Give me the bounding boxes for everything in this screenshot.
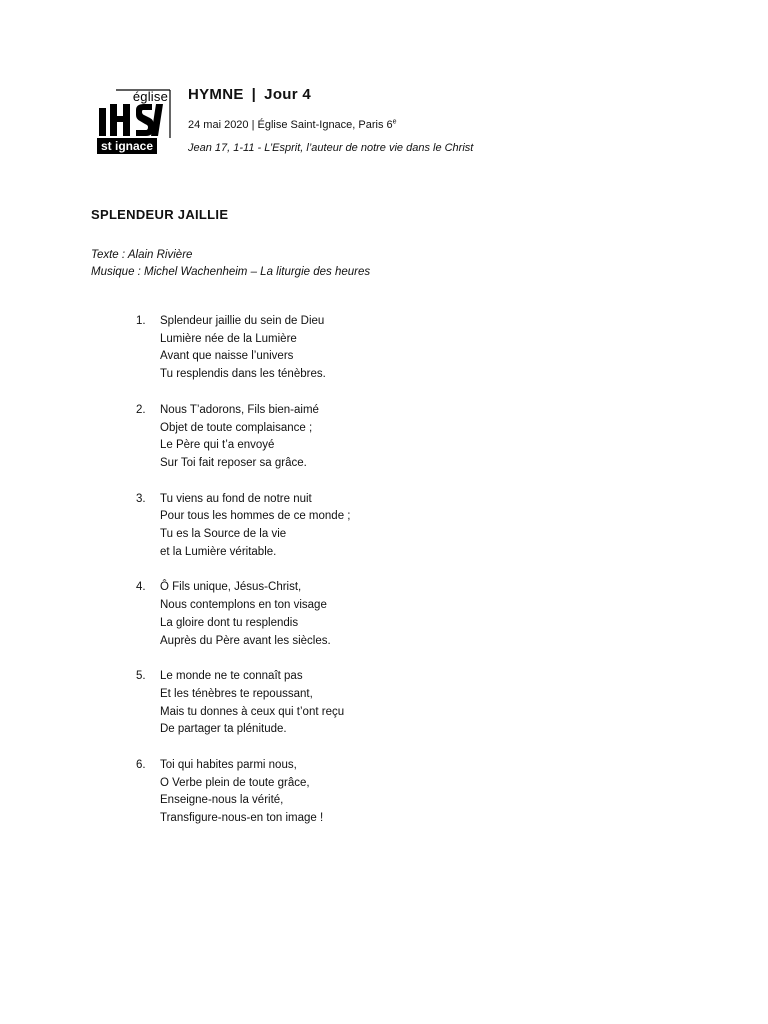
verse-line: Tu viens au fond de notre nuit [160, 492, 312, 505]
verse-line: La gloire dont tu resplendis [160, 616, 299, 629]
verse-line: Pour tous les hommes de ce monde ; [160, 510, 351, 523]
verse-line: Tu resplendis dans les ténèbres. [160, 368, 326, 381]
verse-line: Auprès du Père avant les siècles. [160, 634, 331, 647]
logo-word-eglise: église [132, 89, 168, 104]
document-date-line [188, 119, 397, 131]
verse-number: 1. [136, 315, 146, 327]
verse-line: Le Père qui t’a envoyé [160, 439, 275, 452]
credit-text: Texte : Alain Rivière [91, 249, 193, 261]
scripture-reference: Jean 17, 1-11 - L’Esprit, l’auteur de notre vie dans le Christ [188, 142, 474, 154]
verse-line: Splendeur jaillie du sein de Dieu [160, 315, 325, 327]
verse-6 [136, 757, 351, 828]
verse-number: 4. [136, 581, 146, 594]
date-superscript: e [392, 118, 397, 126]
verse-3 [136, 491, 351, 562]
verse-line: Ô Fils unique, Jésus-Christ, [160, 581, 302, 594]
verse-number: 2. [136, 403, 146, 416]
document-title [188, 86, 311, 103]
verse-line: Sur Toi fait reposer sa grâce. [160, 456, 307, 469]
verse-line: Nous T’adorons, Fils bien-aimé [160, 403, 319, 416]
verse-2 [136, 402, 351, 473]
verse-line: Le monde ne te connaît pas [160, 670, 303, 683]
verse-line: Toi qui habites parmi nous, [160, 759, 297, 772]
verse-1 [136, 313, 351, 384]
hymn-credits [91, 247, 370, 281]
verse-5 [136, 668, 351, 739]
church-logo [96, 88, 172, 158]
verse-line: et la Lumière véritable. [160, 545, 277, 558]
verse-line: Objet de toute complaisance ; [160, 421, 313, 434]
credit-music: Musique : Michel Wachenheim – La liturgie des heures [91, 266, 371, 278]
verse-line: De partager ta plénitude. [160, 723, 287, 736]
verse-4 [136, 579, 351, 650]
verse-line: Tu es la Source de la vie [160, 528, 287, 541]
title-hymne: HYMNE [188, 86, 244, 103]
verse-line: Et les ténèbres te repoussant, [160, 687, 313, 700]
verse-line: Mais tu donnes à ceux qui t’ont reçu [160, 705, 345, 718]
verse-number: 5. [136, 670, 146, 683]
verse-line: Transfigure-nous-en ton image ! [160, 812, 324, 825]
verse-number: 6. [136, 759, 146, 772]
verse-line: O Verbe plein de toute grâce, [160, 776, 310, 789]
verse-number: 3. [136, 492, 146, 505]
logo-word-st-ignace: st ignace [97, 138, 157, 154]
verse-line: Enseigne-nous la vérité, [160, 794, 284, 807]
verse-list [136, 313, 351, 846]
hymn-title: SPLENDEUR JAILLIE [91, 207, 229, 222]
title-separator: | [251, 86, 257, 103]
title-day: Jour 4 [264, 86, 311, 103]
verse-line: Avant que naisse l’univers [160, 350, 294, 363]
verse-line: Lumière née de la Lumière [160, 332, 297, 345]
verse-line: Nous contemplons en ton visage [160, 599, 327, 612]
date-text: 24 mai 2020 | Église Saint-Ignace, Paris 6 [188, 119, 393, 131]
